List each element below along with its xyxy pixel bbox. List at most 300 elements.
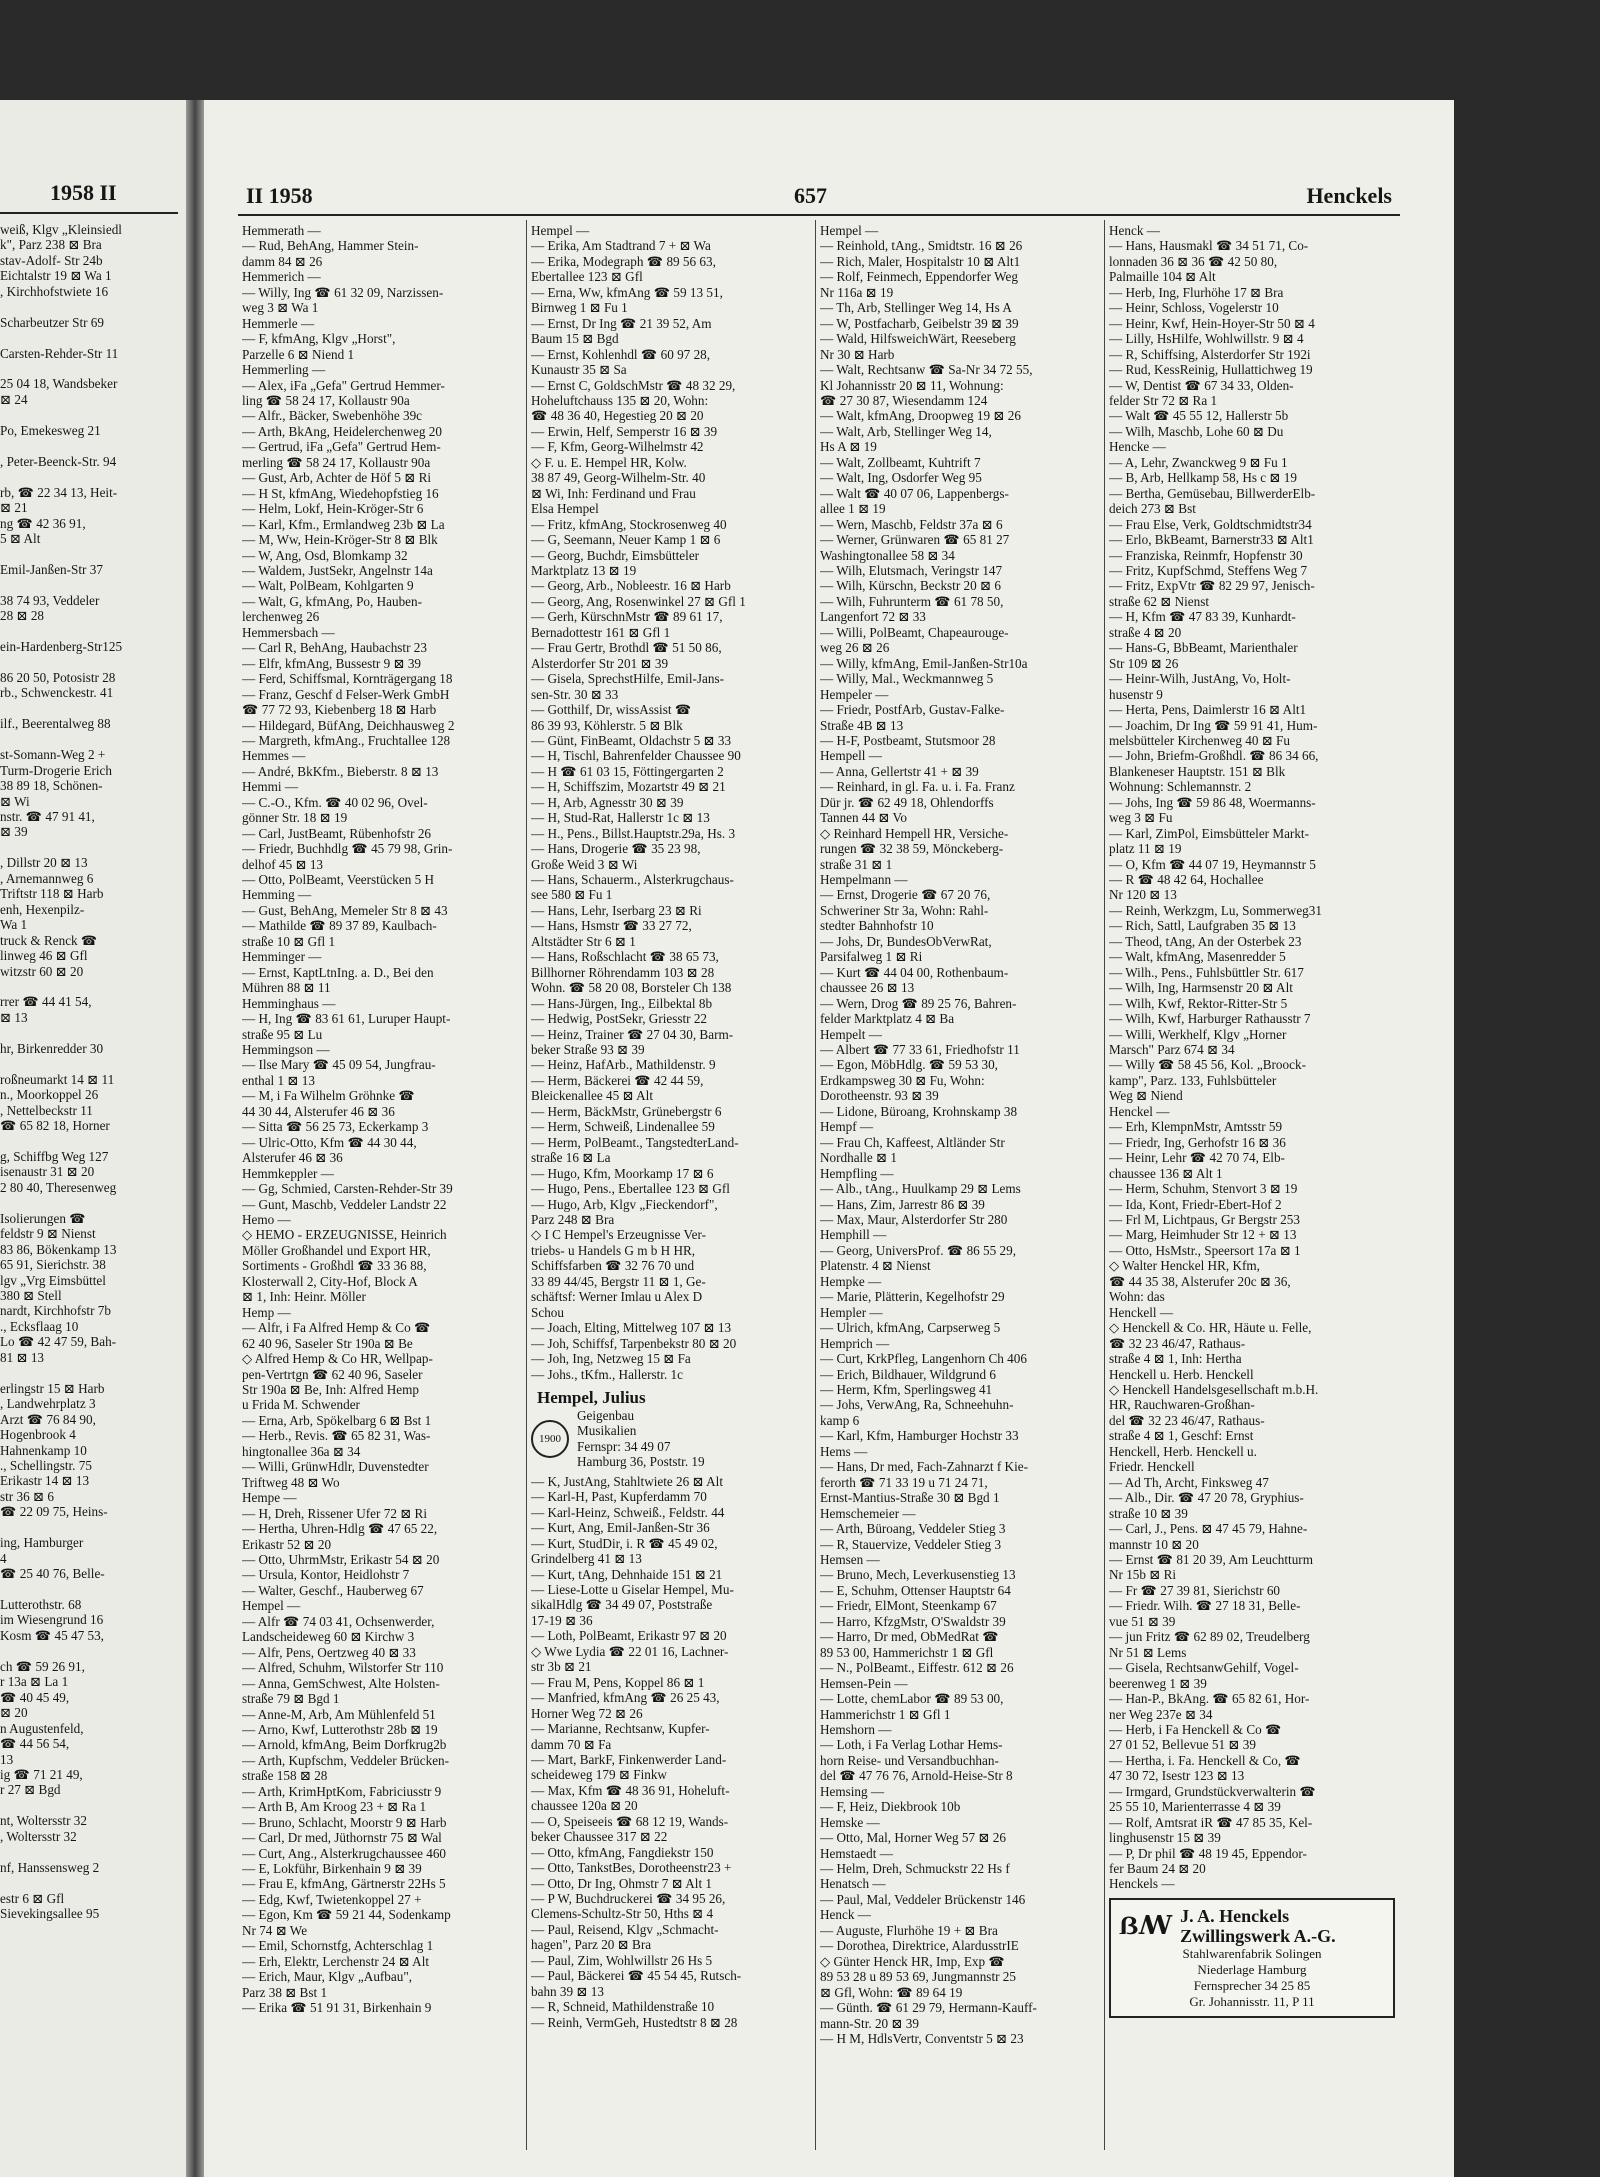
directory-entry: — Theod, tAng, An der Osterbek 23 xyxy=(1109,933,1302,949)
directory-entry: Erdkampsweg 30 ⊠ Fu, Wohn: xyxy=(820,1072,985,1088)
surname-heading: ing, Hamburger xyxy=(0,1535,84,1551)
directory-entry: — R, Schneid, Mathildenstraße 10 xyxy=(531,1999,715,2015)
directory-entry: — Ernst, Kohlenhdl ☎ 60 97 28, xyxy=(531,346,711,362)
header-rule xyxy=(238,214,1400,216)
directory-entry: — Willi, Werkhelf, Klgv „Horner xyxy=(1109,1026,1287,1042)
surname-heading: , Kirchhofstwiete 16 xyxy=(0,283,109,299)
directory-entry: — Wilh, Maschb, Lohe 60 ⊠ Du xyxy=(1109,423,1284,439)
surname-heading: erlingstr 15 ⊠ Harb xyxy=(0,1380,105,1396)
surname-heading: ., Schellingstr. 75 xyxy=(0,1457,92,1473)
directory-entry: scheideweg 179 ⊠ Finkw xyxy=(531,1767,667,1783)
directory-entry: Dorotheenstr. 93 ⊠ 39 xyxy=(820,1088,939,1104)
directory-entry: — Herm, BäckMstr, Grünebergstr 6 xyxy=(531,1103,722,1119)
advert-line: Hamburg 36, Poststr. 19 xyxy=(577,1454,705,1470)
directory-entry: ☎ 48 36 40, Hegestieg 20 ⊠ 20 xyxy=(531,408,704,424)
directory-entry: felder Marktplatz 4 ⊠ Ba xyxy=(820,1011,955,1027)
directory-entry: — Gunt, Maschb, Veddeler Landstr 22 xyxy=(242,1196,447,1212)
advert-line: Stahlwarenfabrik Solingen xyxy=(1182,1945,1322,1961)
directory-entry: — Walt, PolBeam, Kohlgarten 9 xyxy=(242,578,414,594)
surname-heading: ◇ F. u. E. Hempel HR, Kolw. xyxy=(531,454,687,470)
directory-entry: — Carl, J., Pens. ⊠ 47 45 79, Hahne- xyxy=(1109,1521,1308,1537)
surname-heading: Scharbeutzer Str 69 xyxy=(0,314,104,330)
directory-entry: — H, Arb, Agnesstr 30 ⊠ 39 xyxy=(531,794,684,810)
surname-heading: Henckels — xyxy=(1109,1876,1175,1892)
surname-heading: ☎ 22 09 75, Heins- xyxy=(0,1504,108,1520)
directory-entry: 86 39 93, Köhlerstr. 5 ⊠ Blk xyxy=(531,717,683,733)
directory-entry: straße 4 ⊠ 20 xyxy=(1109,624,1182,640)
directory-entry: — Karl, Kfm., Ermlandweg 23b ⊠ La xyxy=(242,516,445,532)
directory-entry: — H., Pens., Billst.Hauptstr.29a, Hs. 3 xyxy=(531,825,736,841)
directory-entry: — Hedwig, PostSekr, Griesstr 22 xyxy=(531,1011,708,1027)
directory-entry: — Wilh, Ing, Harmsenstr 20 ⊠ Alt xyxy=(1109,980,1293,996)
surname-heading: Henck — xyxy=(820,1907,871,1923)
directory-entry: straße 16 ⊠ La xyxy=(531,1150,611,1166)
directory-entry: — W, Dentist ☎ 67 34 33, Olden- xyxy=(1109,377,1294,393)
directory-entry: — F, Heiz, Diekbrook 10b xyxy=(820,1799,961,1815)
directory-entry: Tannen 44 ⊠ Vo xyxy=(820,810,907,826)
directory-entry: — Ernst, Dr Ing ☎ 21 39 52, Am xyxy=(531,315,712,331)
directory-entry: Parzelle 6 ⊠ Niend 1 xyxy=(242,346,355,362)
surname-heading: Hempelt — xyxy=(820,1026,882,1042)
directory-entry: — Hertha, Uhren-Hdlg ☎ 47 65 22, xyxy=(242,1521,438,1537)
surname-heading: witzstr 60 ⊠ 20 xyxy=(0,963,84,979)
directory-entry: — Herb, Ing, Flurhöhe 17 ⊠ Bra xyxy=(1109,284,1284,300)
directory-entry: husenstr 9 xyxy=(1109,686,1163,702)
directory-entry: — Otto, Dr Ing, Ohmstr 7 ⊠ Alt 1 xyxy=(531,1875,713,1891)
directory-entry: — Wilh, Fuhrunterm ☎ 61 78 50, xyxy=(820,593,1004,609)
surname-heading: Hemphill — xyxy=(820,1227,887,1243)
directory-entry: — Gg, Schmied, Carsten-Rehder-Str 39 xyxy=(242,1181,453,1197)
directory-entry: Marsch" Parz 674 ⊠ 34 xyxy=(1109,1042,1235,1058)
directory-entry: — Bruno, Mech, Leverkusenstieg 13 xyxy=(820,1567,1016,1583)
directory-entry: Henckell u. Herb. Henckell xyxy=(1109,1366,1254,1382)
advert-name: Hempel, Julius xyxy=(537,1387,646,1407)
directory-entry: — Hugo, Pens., Ebertallee 123 ⊠ Gfl xyxy=(531,1181,730,1197)
surname-heading: 380 ⊠ Stell xyxy=(0,1287,62,1303)
directory-entry: — Herm, Schweiß, Lindenallee 59 xyxy=(531,1119,715,1135)
surname-heading xyxy=(0,979,180,994)
directory-entry: — Helm, Dreh, Schmuckstr 22 Hs f xyxy=(820,1861,1010,1877)
directory-entry: — Ulrich, kfmAng, Carpserweg 5 xyxy=(820,1320,1001,1336)
surname-heading xyxy=(0,1844,180,1859)
directory-entry: — Herb, i Fa Henckell & Co ☎ xyxy=(1109,1721,1282,1737)
surname-heading: Hemske — xyxy=(820,1814,880,1830)
directory-entry: — Willi, PolBeamt, Chapeaurouge- xyxy=(820,624,1009,640)
directory-entry: 27 01 52, Bellevue 51 ⊠ 39 xyxy=(1109,1737,1256,1753)
directory-entry: — F, kfmAng, Klgv „Horst", xyxy=(242,331,396,347)
directory-entry: 44 30 44, Alsterufer 46 ⊠ 36 xyxy=(242,1103,395,1119)
directory-entry: — Hans-Jürgen, Ing., Eilbektal 8b xyxy=(531,995,713,1011)
surname-heading xyxy=(0,701,180,716)
directory-entry: — Anne-M, Arb, Am Mühlenfeld 51 xyxy=(242,1706,436,1722)
directory-entry: straße 31 ⊠ 1 xyxy=(820,856,893,872)
surname-heading: estr 6 ⊠ Gfl xyxy=(0,1890,65,1906)
directory-entry: — Friedr, Buchhdlg ☎ 45 79 98, Grin- xyxy=(242,841,453,857)
surname-heading xyxy=(0,1875,180,1890)
surname-heading xyxy=(0,1643,180,1658)
surname-heading: Carsten-Rehder-Str 11 xyxy=(0,345,119,361)
directory-entry: — Alb., Dir. ☎ 47 20 78, Gryphius- xyxy=(1109,1490,1304,1506)
directory-entry: — R, Stauervize, Veddeler Stieg 3 xyxy=(820,1536,1002,1552)
directory-entry: — Herm, Schuhm, Stenvort 3 ⊠ 19 xyxy=(1109,1181,1298,1197)
directory-entry: sen-Str. 30 ⊠ 33 xyxy=(531,686,619,702)
surname-heading: 83 86, Bökenkamp 13 xyxy=(0,1241,117,1257)
book-gutter xyxy=(186,100,204,2177)
surname-heading: ., Ecksflaag 10 xyxy=(0,1318,79,1334)
surname-heading xyxy=(0,330,180,345)
directory-entry: — Hans, Hsmstr ☎ 33 27 72, xyxy=(531,918,692,934)
surname-heading xyxy=(0,624,180,639)
directory-entry: Baum 15 ⊠ Bgd xyxy=(531,331,619,347)
directory-entry: — Fritz, KupfSchmd, Steffens Weg 7 xyxy=(1109,562,1308,578)
directory-entry: — Rolf, Feinmech, Eppendorfer Weg xyxy=(820,269,1018,285)
hempel-julius-advert xyxy=(531,1388,817,1470)
surname-heading: 28 ⊠ 28 xyxy=(0,608,45,624)
surname-heading: 5 ⊠ Alt xyxy=(0,530,41,546)
directory-entry: — Gust, BehAng, Memeler Str 8 ⊠ 43 xyxy=(242,902,448,918)
surname-heading: st-Somann-Weg 2 + xyxy=(0,747,106,763)
surname-heading: ☎ 44 56 54, xyxy=(0,1736,70,1752)
surname-heading: n Augustenfeld, xyxy=(0,1720,84,1736)
directory-entry: hagen", Parz 20 ⊠ Bra xyxy=(531,1937,652,1953)
directory-entry: beerenweg 1 ⊠ 39 xyxy=(1109,1675,1207,1691)
directory-entry: — Sitta ☎ 56 25 73, Eckerkamp 3 xyxy=(242,1119,429,1135)
directory-entry: — W, Ang, Osd, Blomkamp 32 xyxy=(242,547,408,563)
directory-entry: — Hans, Schauerm., Alsterkrugchaus- xyxy=(531,872,734,888)
directory-entry: — Willy, kfmAng, Emil-Janßen-Str10a xyxy=(820,655,1028,671)
directory-entry: — Hugo, Kfm, Moorkamp 17 ⊠ 6 xyxy=(531,1165,714,1181)
directory-entry: del ☎ 32 23 46/47, Rathaus- xyxy=(1109,1412,1265,1428)
directory-entry: — Arno, Kwf, Lutterothstr 28b ⊠ 19 xyxy=(242,1721,438,1737)
directory-entry: — Karl, ZimPol, Eimsbütteler Markt- xyxy=(1109,825,1309,841)
directory-entry: linghusenstr 15 ⊠ 39 xyxy=(1109,1830,1221,1846)
directory-entry: — Ida, Kont, Friedr-Ebert-Hof 2 xyxy=(1109,1196,1282,1212)
directory-entry: — Willy ☎ 58 45 56, Kol. „Broock- xyxy=(1109,1057,1306,1073)
directory-entry: — Franziska, Reinmfr, Hopfenstr 30 xyxy=(1109,547,1303,563)
surname-heading xyxy=(0,1195,180,1210)
surname-heading: ⊠ 13 xyxy=(0,1009,28,1025)
surname-heading: Hemmkeppler — xyxy=(242,1165,334,1181)
directory-entry: — Loth, i Fa Verlag Lothar Hems- xyxy=(820,1737,1003,1753)
directory-entry: Nr 74 ⊠ We xyxy=(242,1922,308,1938)
surname-heading: Hemsen — xyxy=(820,1551,880,1567)
directory-entry: — Ernst C, GoldschMstr ☎ 48 32 29, xyxy=(531,377,736,393)
surname-heading: ◇ Wwe Lydia ☎ 22 01 16, Lachner- xyxy=(531,1643,729,1659)
directory-entry: damm 70 ⊠ Fa xyxy=(531,1736,612,1752)
directory-entry: — H, Ing ☎ 83 61 61, Luruper Haupt- xyxy=(242,1011,451,1027)
directory-entry: — Alfr., Bäcker, Swebenhöhe 39c xyxy=(242,408,423,424)
directory-entry: — Ulric-Otto, Kfm ☎ 44 30 44, xyxy=(242,1134,417,1150)
directory-entry: 89 53 00, Hammerichstr 1 ⊠ Gfl xyxy=(820,1644,994,1660)
directory-entry: Schweriner Str 3a, Wohn: Rahl- xyxy=(820,902,989,918)
directory-entry: Landscheideweg 60 ⊠ Kirchw 3 xyxy=(242,1629,415,1645)
directory-entry: — H M, HdlsVertr, Conventstr 5 ⊠ 23 xyxy=(820,2031,1024,2047)
directory-entry: kamp 6 xyxy=(820,1412,860,1428)
directory-entry: ⊠ Wi, Inh: Ferdinand und Frau xyxy=(531,485,696,501)
directory-entry: — Carl R, BehAng, Haubachstr 23 xyxy=(242,640,427,656)
directory-entry: beker Chaussee 317 ⊠ 22 xyxy=(531,1829,668,1845)
directory-entry: — Carl, JustBeamt, Rübenhofstr 26 xyxy=(242,825,432,841)
directory-entry: Nr 116a ⊠ 19 xyxy=(820,284,894,300)
surname-heading: Hemshorn — xyxy=(820,1721,892,1737)
directory-entry: Alsterdorfer Str 201 ⊠ 39 xyxy=(531,655,669,671)
directory-entry: — H, Schiffszim, Mozartstr 49 ⊠ 21 xyxy=(531,779,726,795)
directory-entry: allee 1 ⊠ 19 xyxy=(820,501,886,517)
column-1 xyxy=(242,223,528,2163)
directory-entry: hingtonallee 36a ⊠ 34 xyxy=(242,1443,361,1459)
directory-entry: — Heinz, HafArb., Mathildenstr. 9 xyxy=(531,1057,716,1073)
directory-entry: pen-Vertrtgn ☎ 62 40 96, Saseler xyxy=(242,1366,423,1382)
directory-entry: — Anna, GemSchwest, Alte Holsten- xyxy=(242,1675,440,1691)
directory-entry: straße 79 ⊠ Bgd 1 xyxy=(242,1691,340,1707)
directory-entry: — Curt, Ang., Alsterkrugchaussee 460 xyxy=(242,1845,447,1861)
surname-heading: nf, Hanssensweg 2 xyxy=(0,1859,100,1875)
directory-entry: Kl Johannisstr 20 ⊠ 11, Wohnung: xyxy=(820,377,1004,393)
directory-entry: Klosterwall 2, City-Hof, Block A xyxy=(242,1273,418,1289)
directory-entry: — Erich, Bildhauer, Wildgrund 6 xyxy=(820,1366,996,1382)
header-right: Henckels xyxy=(1306,183,1392,208)
directory-entry: — Frau Else, Verk, Goldtschmidtstr34 xyxy=(1109,516,1312,532)
directory-entry: — Paul, Mal, Veddeler Brückenstr 146 xyxy=(820,1891,1026,1907)
directory-entry: — Ernst, KaptLtnIng. a. D., Bei den xyxy=(242,964,434,980)
directory-entry: — Harro, KfzgMstr, O'Swaldstr 39 xyxy=(820,1613,1006,1629)
surname-heading: Hemminghaus — xyxy=(242,995,336,1011)
surname-heading: r 27 ⊠ Bgd xyxy=(0,1782,61,1798)
page-number: 657 xyxy=(794,183,827,208)
surname-heading: 2 80 40, Theresenweg xyxy=(0,1179,117,1195)
directory-entry: enthal 1 ⊠ 13 xyxy=(242,1072,315,1088)
directory-entry: — Wald, HilfsweichWärt, Reeseberg xyxy=(820,331,1016,347)
directory-entry: straße 4 ⊠ 1, Inh: Hertha xyxy=(1109,1351,1242,1367)
right-page xyxy=(204,100,1454,2177)
directory-entry: — Emil, Schornstfg, Achterschlag 1 xyxy=(242,1938,434,1954)
surname-heading: Hemminger — xyxy=(242,949,322,965)
directory-entry: Washingtonallee 58 ⊠ 34 xyxy=(820,547,955,563)
directory-entry: — Hans-G, BbBeamt, Marienthaler xyxy=(1109,640,1298,656)
surname-heading: , Landwehrplatz 3 xyxy=(0,1396,96,1412)
surname-heading: hr, Birkenredder 30 xyxy=(0,1040,104,1056)
directory-entry: — Franz, Geschf d Felser-Werk GmbH xyxy=(242,686,450,702)
surname-heading: Hogenbrook 4 xyxy=(0,1427,76,1443)
directory-entry: ☎ 77 72 93, Kiebenberg 18 ⊠ Harb xyxy=(242,702,437,718)
directory-entry: — Ilse Mary ☎ 45 09 54, Jungfrau- xyxy=(242,1057,436,1073)
directory-entry: — Rolf, Amtsrat iR ☎ 47 85 35, Kel- xyxy=(1109,1814,1313,1830)
directory-entry: — Johs, Dr, BundesObVerwRat, xyxy=(820,933,992,949)
directory-entry: — Georg, Ang, Rosenwinkel 27 ⊠ Gfl 1 xyxy=(531,593,746,609)
directory-entry: — Kurt, Ang, Emil-Janßen-Str 36 xyxy=(531,1520,710,1536)
directory-entry: — M, Ww, Hein-Kröger-Str 8 ⊠ Blk xyxy=(242,532,438,548)
surname-heading: Hemmerath — xyxy=(242,223,321,238)
directory-entry: — Herm, Kfm, Sperlingsweg 41 xyxy=(820,1381,993,1397)
directory-entry: — Helm, Lokf, Hein-Kröger-Str 6 xyxy=(242,501,424,517)
directory-entry: Hoheluftchauss 135 ⊠ 20, Wohn: xyxy=(531,392,709,408)
directory-entry: Weg ⊠ Niend xyxy=(1109,1088,1183,1104)
directory-entry: — Joach, Elting, Mittelweg 107 ⊠ 13 xyxy=(531,1320,732,1336)
directory-entry: Straße 4B ⊠ 13 xyxy=(820,717,904,733)
directory-entry: — Willy, Mal., Weckmannweg 5 xyxy=(820,671,994,687)
surname-heading: Hempel — xyxy=(242,1598,301,1614)
directory-entry: — Fritz, ExpVtr ☎ 82 29 97, Jenisch- xyxy=(1109,578,1315,594)
year-seal-icon: 1900 xyxy=(531,1420,569,1458)
directory-entry: — Margreth, kfmAng., Fruchtallee 128 xyxy=(242,732,451,748)
directory-entry: sikalHdlg ☎ 34 49 07, Poststraße xyxy=(531,1597,713,1613)
directory-entry: — Walt ☎ 45 55 12, Hallerstr 5b xyxy=(1109,408,1289,424)
directory-entry: platz 11 ⊠ 19 xyxy=(1109,841,1182,857)
directory-entry: — Otto, Mal, Horner Weg 57 ⊠ 26 xyxy=(820,1830,1006,1846)
directory-entry: — Erna, Arb, Spökelbarg 6 ⊠ Bst 1 xyxy=(242,1412,432,1428)
directory-entry: straße 10 ⊠ Gfl 1 xyxy=(242,933,336,949)
surname-heading xyxy=(0,407,180,422)
directory-entry: — Friedr, PostfArb, Gustav-Falke- xyxy=(820,702,1005,718)
directory-entry: Grindelberg 41 ⊠ 13 xyxy=(531,1551,642,1567)
surname-heading: Hempe — xyxy=(242,1490,297,1506)
directory-entry: — Friedr, ElMont, Steenkamp 67 xyxy=(820,1598,997,1614)
directory-entry: — P, Dr phil ☎ 48 19 45, Eppendor- xyxy=(1109,1845,1307,1861)
directory-entry: — Karl-H, Past, Kupferdamm 70 xyxy=(531,1489,707,1505)
surname-heading: Hemo — xyxy=(242,1212,291,1227)
advert-line: Gr. Johannisstr. 11, P 11 xyxy=(1189,1993,1315,2009)
directory-entry: — Wilh, Kwf, Rektor-Ritter-Str 5 xyxy=(1109,995,1288,1011)
directory-entry: — Gisela, RechtsanwGehilf, Vogel- xyxy=(1109,1660,1299,1676)
surname-heading: Hemschemeier — xyxy=(820,1505,916,1521)
surname-heading: ☎ 25 40 76, Belle- xyxy=(0,1566,105,1582)
directory-entry: — Wilh., Pens., Fuhlsbüttler Str. 617 xyxy=(1109,964,1304,980)
surname-heading: Hemsen-Pein — xyxy=(820,1675,908,1691)
surname-heading: Henckel — xyxy=(1109,1103,1170,1119)
surname-heading: 81 ⊠ 13 xyxy=(0,1349,45,1365)
directory-entry: — Joachim, Dr Ing ☎ 59 91 41, Hum- xyxy=(1109,717,1318,733)
directory-entry: 38 87 49, Georg-Wilhelm-Str. 40 xyxy=(531,470,706,486)
directory-entry: Friedr. Henckell xyxy=(1109,1459,1195,1475)
directory-entry: Ebertallee 123 ⊠ Gfl xyxy=(531,269,643,285)
surname-heading: ☎ 65 82 18, Horner xyxy=(0,1118,110,1134)
surname-heading: ◇ Alfred Hemp & Co HR, Wellpap- xyxy=(242,1351,433,1367)
directory-entry: Parz 38 ⊠ Bst 1 xyxy=(242,1984,328,2000)
directory-entry: — Heinr, Schloss, Vogelerstr 10 xyxy=(1109,300,1279,316)
left-page xyxy=(0,100,186,2177)
directory-entry: — F, Kfm, Georg-Wilhelmstr 42 xyxy=(531,439,704,455)
directory-entry: ⊠ 1, Inh: Heinr. Möller xyxy=(242,1289,366,1305)
surname-heading: Hemmersbach — xyxy=(242,624,335,640)
surname-heading: ◇ Walter Henckel HR, Kfm, xyxy=(1109,1258,1260,1274)
directory-entry: — Marianne, Rechtsanw, Kupfer- xyxy=(531,1721,710,1737)
directory-entry: — Günt, FinBeamt, Oldachstr 5 ⊠ 33 xyxy=(531,732,732,748)
directory-entry: — Egon, MöbHdlg. ☎ 59 53 30, xyxy=(820,1057,998,1073)
directory-entry: straße 158 ⊠ 28 xyxy=(242,1768,328,1784)
directory-entry: — Wern, Maschb, Feldstr 37a ⊠ 6 xyxy=(820,516,1003,532)
surname-heading xyxy=(0,438,180,453)
directory-entry: del ☎ 47 76 76, Arnold-Heise-Str 8 xyxy=(820,1768,1013,1784)
directory-entry: chaussee 136 ⊠ Alt 1 xyxy=(1109,1165,1223,1181)
directory-entry: — Erh, KlempnMstr, Amtsstr 59 xyxy=(1109,1119,1283,1135)
directory-entry: — Edg, Kwf, Twietenkoppel 27 + xyxy=(242,1891,422,1907)
directory-entry: Sortiments - Großhdl ☎ 33 36 88, xyxy=(242,1258,427,1274)
directory-entry: Blankeneser Hauptstr. 151 ⊠ Blk xyxy=(1109,763,1286,779)
directory-entry: — Otto, TankstBes, Dorotheenstr23 + xyxy=(531,1860,732,1876)
surname-heading: ☎ 40 45 49, xyxy=(0,1689,70,1705)
directory-entry: — Johs, VerwAng, Ra, Schneehuhn- xyxy=(820,1397,1014,1413)
surname-heading: Hempell — xyxy=(820,748,882,764)
directory-entry: — Gotthilf, Dr, wissAssist ☎ xyxy=(531,702,692,718)
directory-entry: — Arth B, Am Kroog 23 + ⊠ Ra 1 xyxy=(242,1799,427,1815)
directory-entry: — Rich, Maler, Hospitalstr 10 ⊠ Alt1 xyxy=(820,253,1021,269)
directory-entry: Schiffsfarben ☎ 32 76 70 und xyxy=(531,1258,695,1274)
surname-heading: stav-Adolf- Str 24b xyxy=(0,252,103,268)
directory-entry: — Frau Ch, Kaffeest, Altländer Str xyxy=(820,1134,1005,1150)
directory-entry: — Wilh, Elutsmach, Veringstr 147 xyxy=(820,562,1003,578)
directory-entry: — G, Seemann, Neuer Kamp 1 ⊠ 6 xyxy=(531,532,721,548)
directory-entry: — Alfr, Pens, Oertzweg 40 ⊠ 33 xyxy=(242,1644,416,1660)
surname-heading xyxy=(0,1025,180,1040)
directory-entry: Kunaustr 35 ⊠ Sa xyxy=(531,362,627,378)
directory-entry: ⊠ Gfl, Wohn: ☎ 89 64 19 xyxy=(820,1984,963,2000)
directory-entry: beker Straße 93 ⊠ 39 xyxy=(531,1042,645,1058)
directory-entry: — Reinh, VermGeh, Hustedtstr 8 ⊠ 28 xyxy=(531,2014,738,2030)
surname-heading: ◇ Henckell & Co. HR, Häute u. Felle, xyxy=(1109,1320,1312,1336)
surname-heading: Hempelmann — xyxy=(820,872,908,888)
directory-entry: — Günth. ☎ 61 29 79, Hermann-Kauff- xyxy=(820,2000,1037,2016)
directory-entry: Parz 248 ⊠ Bra xyxy=(531,1212,615,1227)
directory-entry: — E, Schuhm, Ottenser Hauptstr 64 xyxy=(820,1582,1011,1598)
surname-heading: isenaustr 31 ⊠ 20 xyxy=(0,1164,95,1180)
directory-entry: — jun Fritz ☎ 62 89 02, Treudelberg xyxy=(1109,1629,1310,1645)
surname-heading: Lo ☎ 42 47 59, Bah- xyxy=(0,1334,117,1350)
directory-entry: — Carl, Dr med, Jüthornstr 75 ⊠ Wal xyxy=(242,1830,442,1846)
surname-heading: weiß, Klgv „Kleinsiedl xyxy=(0,222,122,237)
surname-heading xyxy=(0,732,180,747)
directory-entry: — André, BkKfm., Bieberstr. 8 ⊠ 13 xyxy=(242,763,439,779)
surname-heading: Hemmerling — xyxy=(242,362,326,378)
surname-heading: Hempfling — xyxy=(820,1165,894,1181)
surname-heading xyxy=(0,1520,180,1535)
directory-entry: ferorth ☎ 71 33 19 u 71 24 71, xyxy=(820,1474,988,1490)
directory-entry: — Karl, Kfm, Hamburger Hochstr 33 xyxy=(820,1428,1019,1444)
directory-entry: Billhorner Röhrendamm 103 ⊠ 28 xyxy=(531,964,715,980)
directory-entry: Wohn. ☎ 58 20 08, Borsteler Ch 138 xyxy=(531,980,732,996)
directory-entry: — Max, Maur, Alsterdorfer Str 280 xyxy=(820,1212,1008,1227)
surname-heading: r 13a ⊠ La 1 xyxy=(0,1674,69,1690)
directory-entry: — Lilly, HsHilfe, Wohlwillstr. 9 ⊠ 4 xyxy=(1109,331,1304,347)
directory-entry: — H, Dreh, Rissener Ufer 72 ⊠ Ri xyxy=(242,1505,428,1521)
surname-heading: Hempler — xyxy=(820,1304,883,1320)
directory-entry: — Herm, Bäckerei ☎ 42 44 59, xyxy=(531,1072,704,1088)
directory-entry: — Elfr, kfmAng, Bussestr 9 ⊠ 39 xyxy=(242,655,422,671)
directory-entry: — H-F, Postbeamt, Stutsmoor 28 xyxy=(820,732,996,748)
directory-entry: ner Weg 237e ⊠ 34 xyxy=(1109,1706,1213,1722)
surname-heading xyxy=(0,1056,180,1071)
surname-heading: nardt, Kirchhofstr 7b xyxy=(0,1303,111,1319)
column-4 xyxy=(1109,223,1395,2163)
directory-entry: weg 3 ⊠ Fu xyxy=(1109,810,1173,826)
surname-heading: , Peter-Beenck-Str. 94 xyxy=(0,453,117,469)
surname-heading: nstr. ☎ 47 91 41, xyxy=(0,809,95,825)
directory-entry: 89 53 28 u 89 53 69, Jungmannstr 25 xyxy=(820,1969,1016,1985)
surname-heading: ◇ Günter Henck HR, Imp, Exp ☎ xyxy=(820,1953,1005,1969)
surname-heading: Hempel — xyxy=(820,223,879,238)
surname-heading: rb, ☎ 22 34 13, Heit- xyxy=(0,484,118,500)
surname-heading xyxy=(0,655,180,670)
surname-heading: ilf., Beerentalweg 88 xyxy=(0,716,111,732)
surname-heading: Henatsch — xyxy=(820,1876,886,1892)
directory-entry: — Arth, Büroang, Veddeler Stieg 3 xyxy=(820,1521,1006,1537)
surname-heading: Arzt ☎ 76 84 90, xyxy=(0,1411,96,1427)
directory-entry: — Paul, Reisend, Klgv „Schmacht- xyxy=(531,1921,719,1937)
directory-entry: 25 55 10, Marienterrasse 4 ⊠ 39 xyxy=(1109,1799,1281,1815)
surname-heading xyxy=(0,546,180,561)
surname-heading: ◇ Henckell Handelsgesellschaft m.b.H. xyxy=(1109,1381,1319,1397)
directory-entry: — Ad Th, Archt, Finksweg 47 xyxy=(1109,1474,1269,1490)
directory-entry: — Heinz, Trainer ☎ 27 04 30, Barm- xyxy=(531,1026,734,1042)
